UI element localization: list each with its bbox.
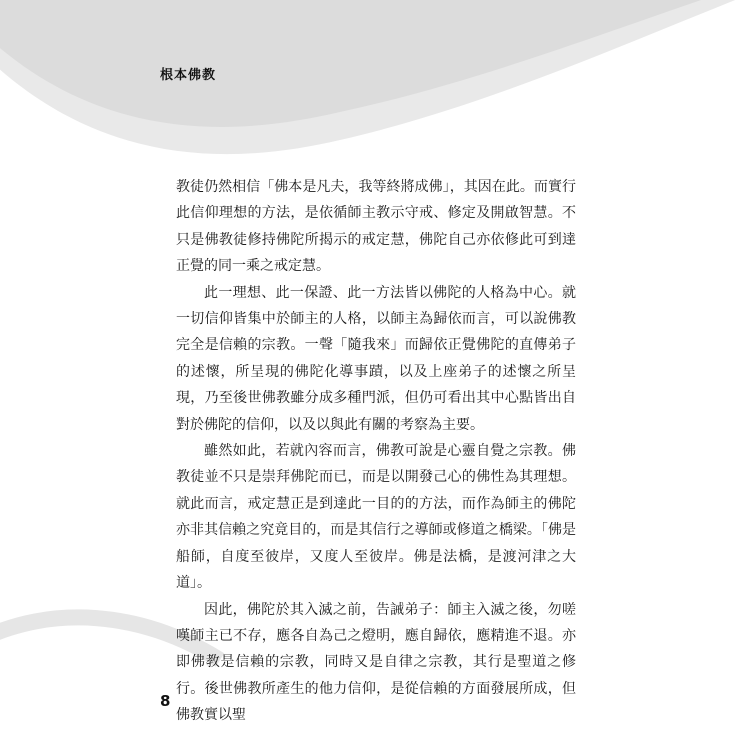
paragraph-3: 雖然如此，若就內容而言，佛教可說是心靈自覺之宗教。佛教徒並不只是崇拜佛陀而已，而是以開發己心的佛性為其理想。就此而言，戒定慧正是到達此一目的的方法，而作為師主的佛陀亦非其信賴之究竟目的，而是其信行之導師或修道之橋梁。「佛是船師，自度至彼岸，又度人至彼岸。佛是法橋，是渡河津之大道」。 — [176, 443, 576, 592]
paragraph-1: 教徒仍然相信「佛本是凡夫，我等終將成佛」，其因在此。而實行此信仰理想的方法，是依循師主教示守戒、修定及開啟智慧。不只是佛教徒修持佛陀所揭示的戒定慧，佛陀自己亦依修此可到達正覺的同一乘之戒定慧。 — [176, 179, 576, 275]
decorative-swoosh-top — [0, 0, 750, 170]
body-text — [176, 174, 576, 729]
paragraph-2: 此一理想、此一保證、此一方法皆以佛陀的人格為中心。就一切信仰皆集中於師主的人格，以師主為歸依而言，可以說佛教完全是信賴的宗教。一聲「隨我來」而歸依正覺佛陀的直傳弟子的述懷，所呈現的佛陀化導事蹟，以及上座弟子的述懷之所呈現，乃至後世佛教雖分成多種門派，但仍可看出其中心點皆出自對於佛陀的信仰，以及以與此有關的考察為主要。 — [176, 284, 576, 433]
running-head: 根本佛教 — [160, 68, 217, 83]
paragraph-4: 因此，佛陀於其入滅之前，告誡弟子：師主入滅之後，勿嗟嘆師主已不存，應各自為己之燈明，應自歸依，應精進不退。亦即佛教是信賴的宗教，同時又是自律之宗教，其行是聖道之修行。後世佛教所產生的他力信仰，是從信賴的方面發展所成，但佛教實以聖 — [176, 601, 576, 724]
page-number: 8 — [160, 692, 171, 710]
